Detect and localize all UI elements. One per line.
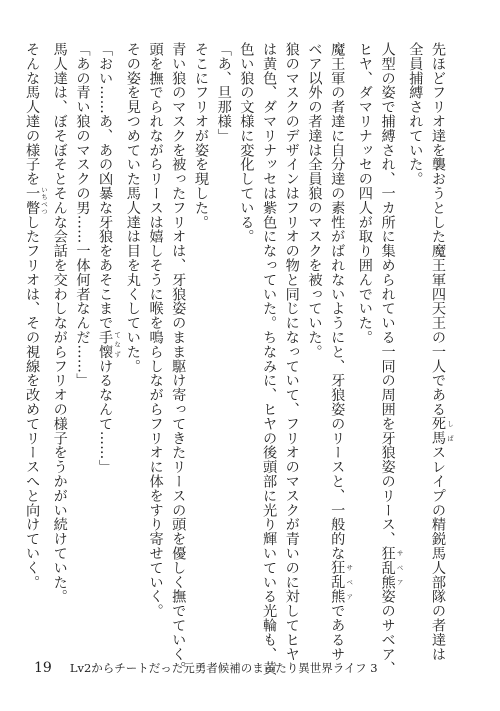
page-footer (34, 660, 474, 680)
ruby-reading: サベア (395, 546, 404, 590)
paragraph-3: 人型の姿で捕縛され、一カ所に集められている一同の周囲を牙狼姿のリース、狂乱熊 サベア姿のサベア、 (379, 42, 404, 676)
paragraph-14: その姿を見つめていた馬人達は目を丸くしていた。 (124, 42, 141, 374)
paragraph-10: 「あ、旦那様」 (215, 42, 232, 143)
paragraph-15: 「おい……あ、あの凶暴な牙狼をあそこまで手懐 てなずけるなんて……」 (97, 42, 122, 474)
ruby-reading: サベア (345, 560, 354, 604)
ruby-reading: しば (446, 416, 454, 446)
paragraph-1: 先ほどフリオ達を襲おうとした魔王軍四天王の一人である死馬 しばスレイプの精鋭馬人部隊の者達は (430, 42, 454, 662)
paragraph-7: 狼のマスクのデザインはフリオの物と同じになっていて、フリオのマスクが青いのに対してヒヤ (283, 42, 300, 662)
running-title: Lv2からチートだった元勇者候補のまったり異世界ライフ 3 (69, 661, 378, 675)
paragraph-5: 魔王軍の者達に自分達の素性がばれないようにと、牙狼姿のリースと、一般的な狂乱熊 サベアであるサ (329, 42, 354, 662)
paragraph-17: 馬人達は、ぼそぼそとそんな会話を交わしながらフリオの様子をうかがい続けていた。 (51, 42, 68, 604)
paragraph-2: 全員捕縛されていた。 (407, 42, 424, 186)
paragraph-11: そこにフリオが姿を現した。 (192, 42, 209, 230)
paragraph-8: は黄色、ダマリナッセは紫色になっていた。ちなみに、ヒヤの後頭部に光り輝いている光輪も、黄 (261, 42, 278, 676)
ruby-annotation: 一瞥 いちべつ (24, 186, 49, 215)
paragraph-9: 色い狼の文様に変化している。 (238, 42, 255, 244)
paragraph-6: ベア以外の者達は全員狼のマスクを被っていた。 (306, 42, 323, 359)
paragraph-13: 頭を撫でられながらリースは嬉しそうに喉を鳴らしながらフリオに体をすり寄せていく。 (147, 42, 164, 618)
paragraph-16: 「あの青い狼のマスクの男……一体何者なんだ……」 (74, 42, 91, 388)
paragraph-4: ヒヤ、ダマリナッセの四人が取り囲んでいた。 (356, 42, 373, 345)
ruby-annotation: 狂乱熊 サベア (329, 560, 354, 604)
ruby-annotation: 死馬 しば (430, 416, 454, 446)
ruby-reading: いちべつ (40, 186, 49, 215)
ruby-annotation: 狂乱熊 サベア (379, 546, 404, 590)
page-number: 19 (34, 660, 52, 676)
paragraph-12: 青い狼のマスクを被ったフリオは、牙狼姿のまま駆け寄ってきたリースの頭を優しく撫でていく。 (170, 42, 187, 676)
ruby-annotation: 手懐 てなず (97, 329, 122, 359)
paragraph-18: そんな馬人達の様子を一瞥 いちべつしたフリオは、その視線を改めてリースへと向けていく。 (24, 42, 49, 590)
ruby-reading: てなず (113, 329, 122, 359)
